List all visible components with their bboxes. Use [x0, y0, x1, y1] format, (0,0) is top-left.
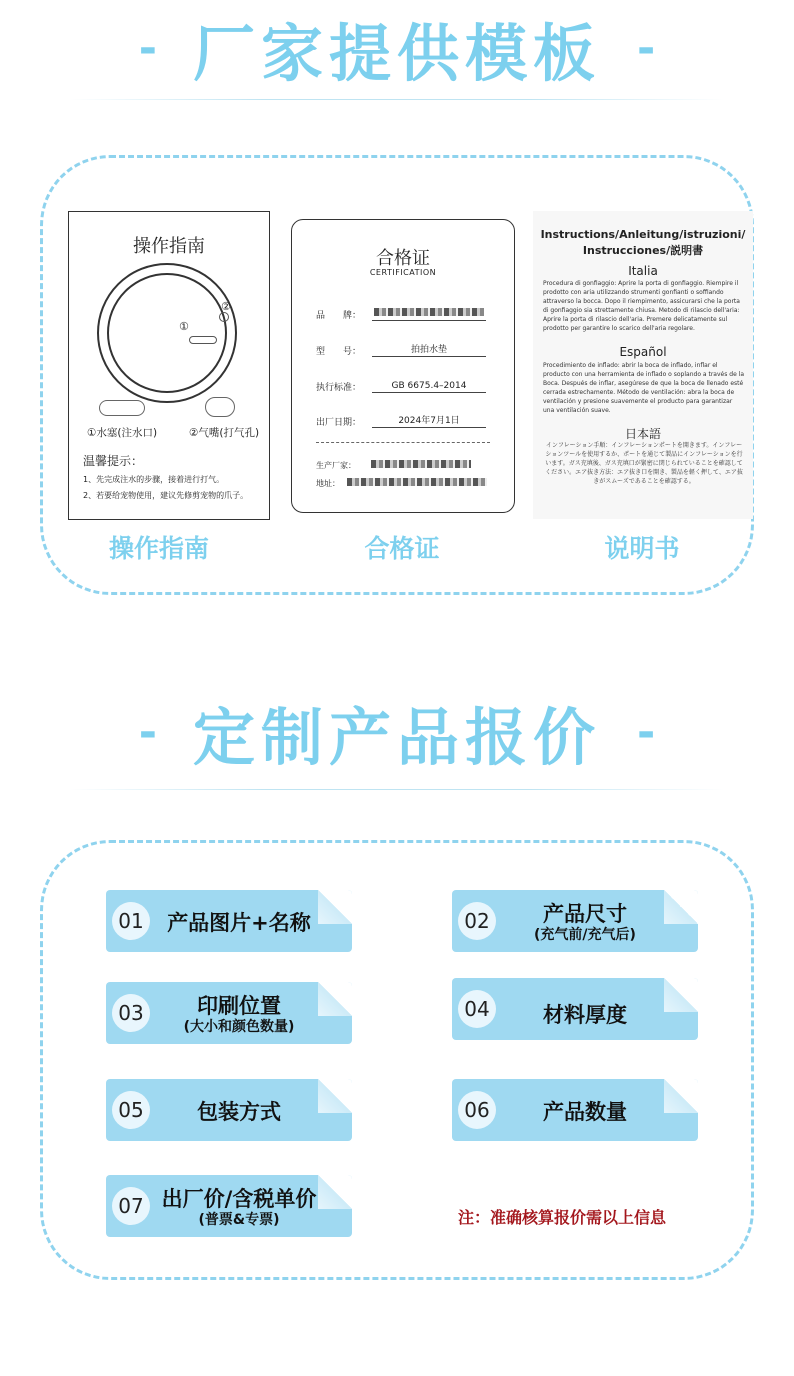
title-divider	[70, 789, 724, 790]
item-number: 04	[458, 990, 496, 1028]
title-text: 厂家提供模板	[192, 17, 601, 90]
item-label: 印刷位置	[197, 994, 281, 1018]
air-valve-part-icon	[205, 397, 235, 417]
cert-date-value: 2024年7月1日	[372, 413, 486, 428]
item-label: 产品尺寸	[543, 902, 627, 926]
cert-model-value: 拍拍水垫	[372, 342, 486, 357]
instructions-card	[533, 211, 753, 519]
tip-2: 2、若要给宠物使用，建议先修剪宠物的爪子。	[83, 491, 249, 500]
item-sublabel: (大小和颜色数量)	[183, 1019, 295, 1035]
cert-maker-row	[316, 460, 496, 471]
marker-1: ①	[179, 320, 189, 333]
operation-guide-card	[68, 211, 270, 520]
title-dash-left: -	[138, 707, 157, 758]
title-dash-left: -	[138, 23, 157, 74]
water-plug-part-icon	[99, 400, 145, 416]
item-number: 02	[458, 902, 496, 940]
tips-heading: 温馨提示：	[83, 454, 144, 468]
item-label: 产品图片+名称	[167, 911, 311, 935]
item-sublabel: (充气前/充气后)	[534, 927, 636, 943]
manual-header	[533, 227, 753, 259]
cert-standard-row	[316, 380, 496, 393]
float-ring-illustration	[97, 263, 237, 403]
quote-item-07	[106, 1175, 352, 1237]
caption-manual: 说明书	[604, 534, 680, 563]
cert-title: 合格证	[376, 248, 430, 269]
guide-title: 操作指南	[133, 236, 205, 257]
cert-date-label: 出厂日期：	[316, 418, 362, 428]
quote-note: 注：准确核算报价需以上信息	[458, 1208, 667, 1227]
cert-standard-value: GB 6675.4–2014	[372, 381, 486, 393]
item-number: 06	[458, 1091, 496, 1129]
cert-address-row	[316, 478, 496, 489]
blurred-address	[347, 478, 487, 486]
item-sublabel: (普票&专票)	[198, 1212, 280, 1228]
quote-item-05	[106, 1079, 352, 1141]
section-title-templates	[0, 4, 794, 93]
title-divider	[70, 99, 724, 100]
item-number: 07	[112, 1187, 150, 1225]
item-label: 出厂价/含税单价	[161, 1187, 317, 1211]
water-plug-icon	[189, 336, 217, 344]
cert-standard-label: 执行标准：	[316, 383, 362, 393]
quote-item-04	[452, 978, 698, 1040]
cert-date-row	[316, 415, 496, 428]
caption-certificate: 合格证	[364, 534, 440, 563]
item-label: 包装方式	[197, 1100, 281, 1124]
cert-dashed-divider	[316, 442, 490, 443]
title-dash-right: -	[637, 23, 656, 74]
item-label: 材料厚度	[543, 1003, 627, 1027]
title-text: 定制产品报价	[192, 701, 601, 774]
water-plug-label: ①水塞(注水口)	[87, 427, 158, 439]
section-title-quote	[0, 688, 794, 777]
quote-item-02	[452, 890, 698, 952]
marker-2: ②	[221, 300, 231, 313]
certificate-card	[291, 219, 515, 513]
manual-header-line2: Instrucciones/説明書	[582, 244, 704, 257]
manual-lang-italian: Italia	[628, 264, 658, 278]
cert-subtitle: CERTIFICATION	[369, 268, 437, 277]
blurred-brand	[374, 308, 484, 316]
item-number: 05	[112, 1091, 150, 1129]
manual-text-spanish: Procedimiento de inflado: abrir la boca de inflado, inflar el producto con una herramienta de inflado o soplando a través de la Boca. Después de inflar, asegúrese de que la boca de llenado esté cerrada estrechamente. Método de ventilación: abra la boca de ventilación y presione suavemente el producto para garantizar una ventilación suave.	[543, 362, 745, 414]
manual-text-italian: Procedura di gonfiaggio: Aprire la porta di gonfiaggio. Riempire il prodotto con aria utilizzando strumenti gonfianti o soffiando attraverso la bocca. Dopo il riempimento, assicurarsi che la porta di gonfiaggio sia strettamente chiusa. Metodo di rilascio dell'aria: Aprire la porta di rilascio dell'aria. Premere delicatamente sul prodotto per garantire lo scarico dell'aria regolare.	[543, 280, 740, 332]
cert-model-label: 型 号：	[316, 347, 362, 357]
item-label: 产品数量	[543, 1100, 627, 1124]
title-dash-right: -	[637, 707, 656, 758]
cert-model-row	[316, 344, 496, 357]
tip-1: 1、先完成注水的步骤，接着进行打气。	[83, 475, 225, 484]
cert-brand-row	[316, 308, 496, 321]
air-valve-icon	[219, 312, 229, 322]
cert-address-label: 地址：	[316, 479, 340, 488]
cert-brand-value	[372, 308, 486, 321]
manual-lang-japanese: 日本語	[624, 427, 661, 441]
float-ring-inner	[107, 273, 227, 393]
quote-item-03	[106, 982, 352, 1044]
manual-lang-spanish: Español	[619, 345, 667, 359]
cert-brand-label: 品 牌：	[316, 311, 362, 321]
air-valve-label: ②气嘴(打气孔)	[189, 427, 260, 439]
cert-maker-label: 生产厂家：	[316, 461, 356, 470]
manual-text-japanese: インフレーション手順：インフレーションポートを開きます。インフレーションツールを使用するか、ポートを通じて製品にインフレーションを行います。ガス充填後、ガス充填口が緊密に閉じられていることを確認してください。エア抜き方法：エア抜き口を開き、製品を軽く押して、エア抜きがスムーズであることを確認する。	[545, 442, 743, 485]
item-number: 03	[112, 994, 150, 1032]
caption-guide: 操作指南	[108, 534, 209, 563]
item-number: 01	[112, 902, 150, 940]
blurred-maker	[371, 460, 471, 468]
quote-item-06	[452, 1079, 698, 1141]
quote-item-01	[106, 890, 352, 952]
manual-header-line1: Instructions/Anleitung/istruzioni/	[540, 228, 746, 241]
